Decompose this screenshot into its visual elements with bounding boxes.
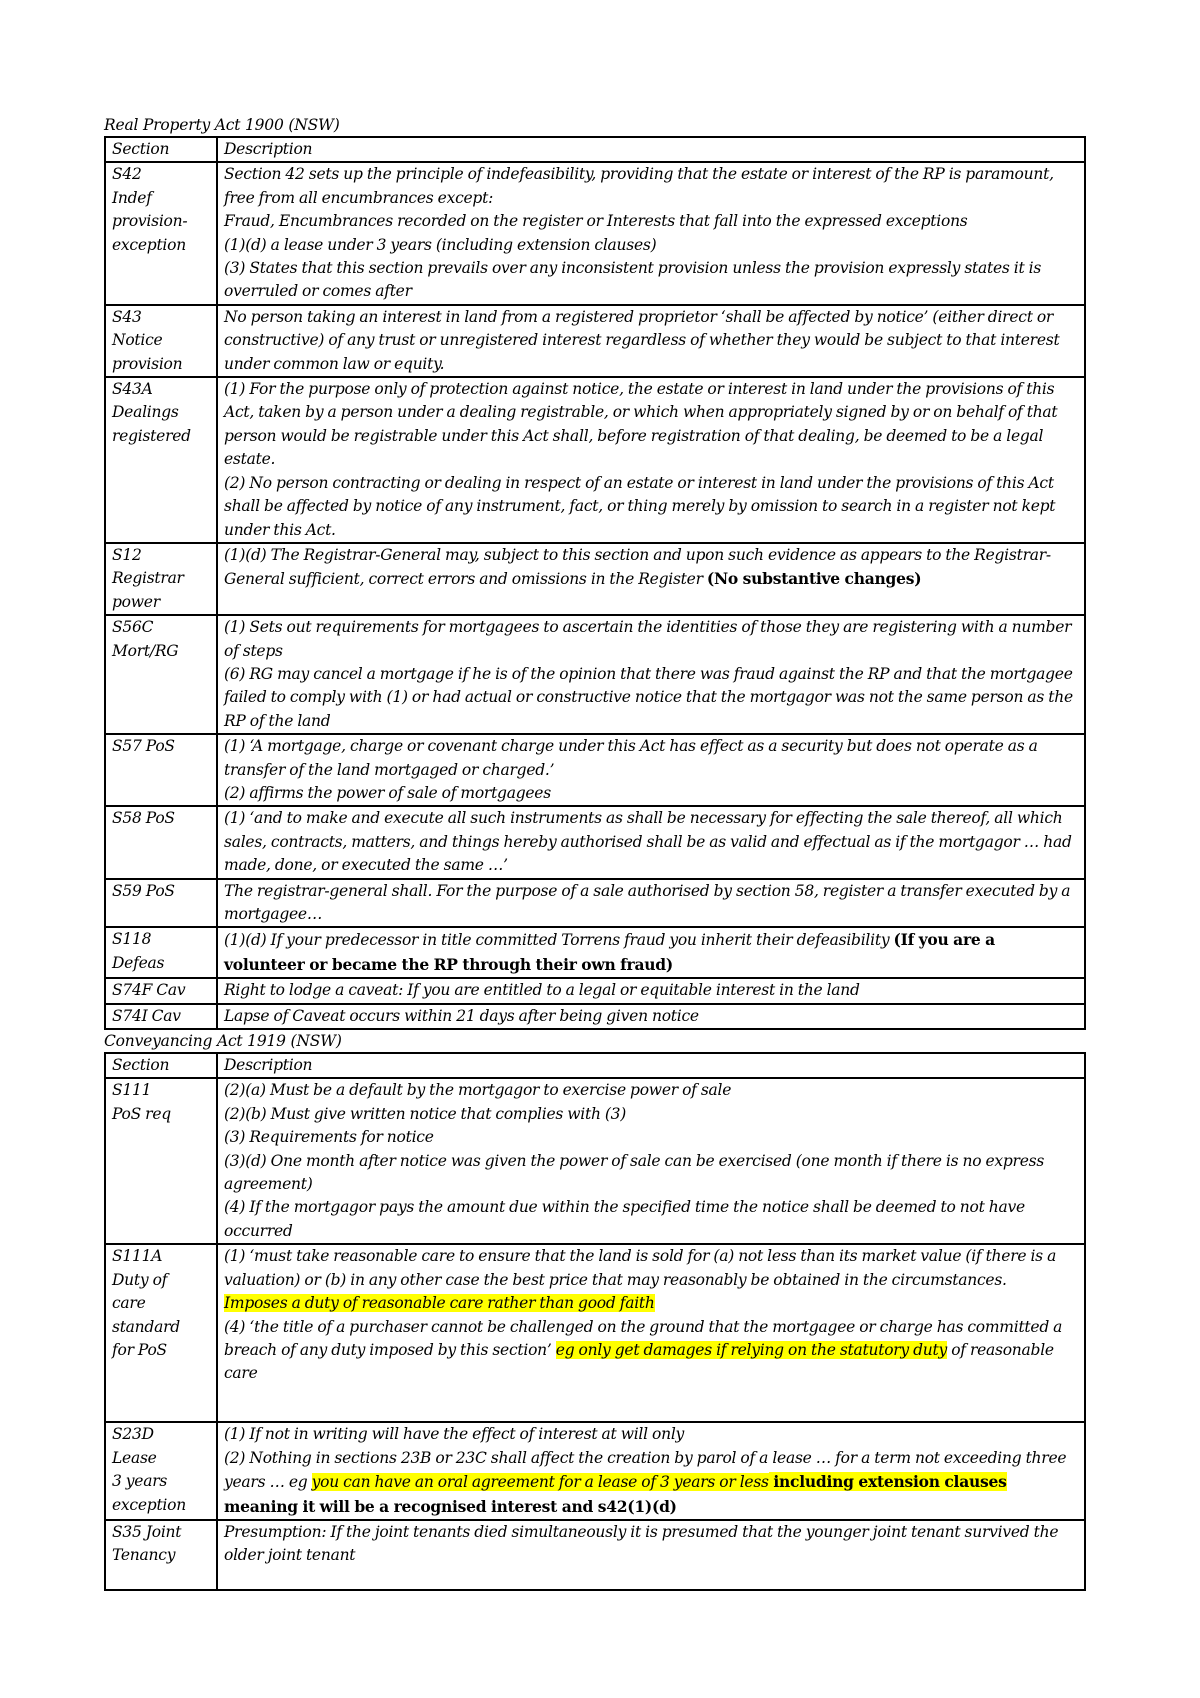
highlight: you can have an oral agreement for a lease of 3 years or less	[311, 1473, 769, 1492]
row-section: S59 PoS	[105, 879, 217, 928]
row-description: (1) If not in writing will have the effect of interest at will only (2) Nothing in sections 23B or 23C shall affect the creation by parol of a lease … for a term not exceeding three years … eg you can have an oral agreement for a lease of 3 years or less including extension clauses meaning it will be a recognised interest and s42(1)(d)	[217, 1422, 1085, 1520]
table-row	[105, 162, 1085, 304]
header-description: Description	[217, 1053, 1085, 1078]
row-section: S57 PoS	[105, 734, 217, 806]
table-row	[105, 806, 1085, 878]
highlight: including extension clauses	[768, 1472, 1007, 1492]
row-section: S42 Indef provision- exception	[105, 162, 217, 304]
row-description: (1)(d) If your predecessor in title committed Torrens fraud you inherit their defeasibility (If you are a volunteer or became the RP through their own fraud)	[217, 927, 1085, 978]
table-row	[105, 377, 1085, 543]
table-row	[105, 1078, 1085, 1244]
table-row	[105, 1004, 1085, 1029]
table-row	[105, 879, 1085, 928]
table-row	[105, 734, 1085, 806]
row-section: S43 Notice provision	[105, 305, 217, 377]
table-row	[105, 978, 1085, 1003]
header-section: Section	[105, 137, 217, 162]
row-description: (1) ‘must take reasonable care to ensure that the land is sold for (a) not less than its market value (if there is a valuation) or (b) in any other case the best price that may reasonably be obtained in the circumstances. Imposes a duty of reasonable care rather than good faith (4) ‘the title of a purchaser cannot be challenged on the ground that the mortgagee or charge has committed a breach of any duty imposed by this section’ eg only get damages if relying on the statutory duty of reasonable care	[217, 1244, 1085, 1422]
row-description: Presumption: If the joint tenants died simultaneously it is presumed that the younger joint tenant survived the older joint tenant	[217, 1520, 1085, 1590]
table-row	[105, 305, 1085, 377]
row-section: S35 Joint Tenancy	[105, 1520, 217, 1590]
row-section: S43A Dealings registered	[105, 377, 217, 543]
table-row	[105, 1520, 1085, 1590]
row-section: S111A Duty of care standard for PoS	[105, 1244, 217, 1422]
row-description: (2)(a) Must be a default by the mortgagor to exercise power of sale (2)(b) Must give written notice that complies with (3) (3) Requirements for notice (3)(d) One month after notice was given the power of sale can be exercised (one month if there is no express agreement) (4) If the mortgagor pays the amount due within the specified time the notice shall be deemed to not have occurred	[217, 1078, 1085, 1244]
row-section: S74I Cav	[105, 1004, 217, 1029]
table-header-row	[105, 1053, 1085, 1078]
header-description: Description	[217, 137, 1085, 162]
row-section: S118 Defeas	[105, 927, 217, 978]
act2-title: Conveyancing Act 1919 (NSW)	[104, 1032, 342, 1051]
row-description: The registrar-general shall. For the purpose of a sale authorised by section 58, register a transfer executed by a mortgagee…	[217, 879, 1085, 928]
row-section: S12 Registrar power	[105, 543, 217, 615]
row-description: Section 42 sets up the principle of indefeasibility, providing that the estate or interest of the RP is paramount, free from all encumbrances except: Fraud, Encumbrances recorded on the register or Interests that fall into the expressed exceptions (1)(d) a lease under 3 years (including extension clauses) (3) States that this section prevails over any inconsistent provision unless the provision expressly states it is overruled or comes after	[217, 162, 1085, 304]
row-description: No person taking an interest in land from a registered proprietor ‘shall be affected by notice’ (either direct or constructive) of any trust or unregistered interest regardless of whether they would be subject to that interest under common law or equity.	[217, 305, 1085, 377]
row-section: S74F Cav	[105, 978, 217, 1003]
row-section: S111 PoS req	[105, 1078, 217, 1244]
row-description: Lapse of Caveat occurs within 21 days after being given notice	[217, 1004, 1085, 1029]
row-description: (1) For the purpose only of protection against notice, the estate or interest in land under the provisions of this Act, taken by a person under a dealing registrable, or which when appropriately signed by or on behalf of that person would be registrable under this Act shall, before registration of that dealing, be deemed to be a legal estate. (2) No person contracting or dealing in respect of an estate or interest in land under the provisions of this Act shall be affected by notice of any instrument, fact, or thing merely by omission to search in a register not kept under this Act.	[217, 377, 1085, 543]
row-description: (1) ‘and to make and execute all such instruments as shall be necessary for effecting the sale thereof, all which sales, contracts, matters, and things hereby authorised shall be as valid and effectual as if the mortgagor … had made, done, or executed the same …’	[217, 806, 1085, 878]
row-description: (1) Sets out requirements for mortgagees to ascertain the identities of those they are registering with a number of steps (6) RG may cancel a mortgage if he is of the opinion that there was fraud against the RP and that the mortgagee failed to comply with (1) or had actual or constructive notice that the mortgagor was not the same person as the RP of the land	[217, 615, 1085, 734]
act1-table	[104, 136, 1086, 1030]
table-row	[105, 927, 1085, 978]
row-description: Right to lodge a caveat: If you are entitled to a legal or equitable interest in the land	[217, 978, 1085, 1003]
row-section: S58 PoS	[105, 806, 217, 878]
act1-title: Real Property Act 1900 (NSW)	[104, 116, 340, 134]
row-description: (1) ‘A mortgage, charge or covenant charge under this Act has effect as a security but does not operate as a transfer of the land mortgaged or charged.’ (2) affirms the power of sale of mortgagees	[217, 734, 1085, 806]
table-row	[105, 615, 1085, 734]
highlight: Imposes a duty of reasonable care rather than good faith	[224, 1294, 655, 1313]
row-description: (1)(d) The Registrar-General may, subject to this section and upon such evidence as appears to the Registrar-General sufficient, correct errors and omissions in the Register (No substantive changes)	[217, 543, 1085, 615]
table-row	[105, 1244, 1085, 1422]
table-header-row	[105, 137, 1085, 162]
row-section: S56C Mort/RG	[105, 615, 217, 734]
act2-table	[104, 1052, 1086, 1591]
document-page	[104, 114, 1086, 1591]
row-section: S23D Lease 3 years exception	[105, 1422, 217, 1520]
table-row	[105, 543, 1085, 615]
highlight: eg only get damages if relying on the statutory duty	[555, 1340, 948, 1359]
header-section: Section	[105, 1053, 217, 1078]
table-row	[105, 1422, 1085, 1520]
